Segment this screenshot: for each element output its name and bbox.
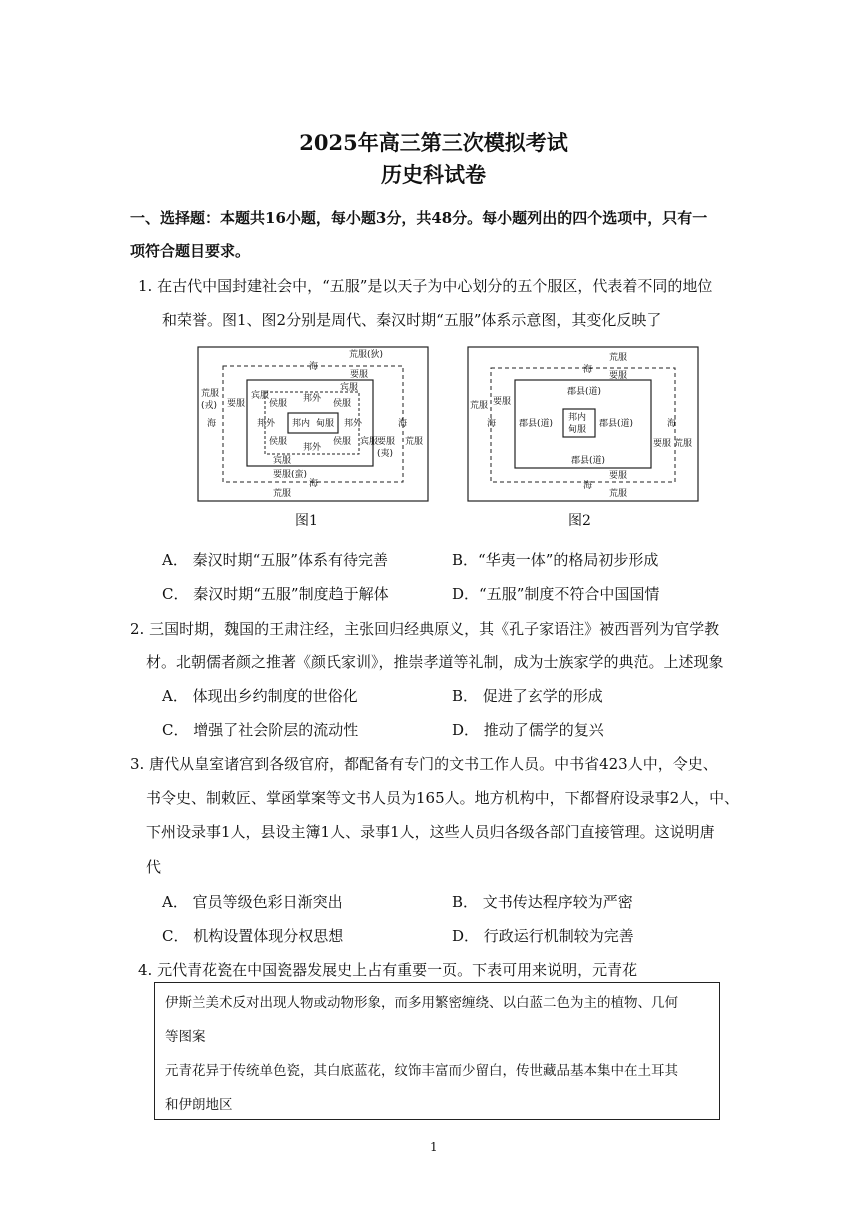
q4-table-row2-line2: 和伊朗地区 — [165, 1097, 233, 1113]
q1-option-c[interactable]: C． 秦汉时期“五服”制度趋于解体 — [162, 585, 389, 603]
fig1-hai-right: 海 — [398, 419, 408, 429]
q3-stem-line4: 代 — [146, 858, 162, 876]
fig2-huangfu-top: 荒服 — [609, 353, 628, 363]
fig2-hai-top: 海 — [583, 365, 593, 375]
fig2-yaofu-right: 要服 — [653, 439, 672, 449]
fig1-bangwai-left: 邦外 — [257, 419, 276, 429]
fig1-binfu-bottom: 宾服 — [273, 456, 292, 466]
fig1-yi: (夷) — [377, 449, 394, 459]
fig2-huangfu-left: 荒服 — [470, 401, 489, 411]
q2-option-d[interactable]: D． 推动了儒学的复兴 — [452, 721, 604, 739]
section-heading-line1: 一、选择题：本题共16小题，每小题3分，共48分。每小题列出的四个选项中，只有一 — [130, 209, 708, 227]
fig2-junxian-top: 郡县(道) — [567, 387, 602, 397]
q4-table-row1-line2: 等图案 — [165, 1029, 206, 1045]
fig1-huangfu-bottom: 荒服 — [273, 489, 292, 499]
fig2-junxian-right: 郡县(道) — [599, 419, 634, 429]
q2-stem-line2: 材。北朝儒者颜之推著《颜氏家训》，推崇孝道等礼制，成为士族家学的典范。上述现象 — [146, 653, 724, 671]
q3-stem-line1: 3. 唐代从皇室诸宫到各级官府，都配备有专门的文书工作人员。中书省423人中，令史、 — [130, 755, 718, 773]
q4-stem-line1: 4. 元代青花瓷在中国瓷器发展史上占有重要一页。下表可用来说明，元青花 — [138, 961, 638, 979]
fig2-junxian-bottom: 郡县(道) — [571, 456, 606, 466]
q3-stem-line3: 下州设录事1人，县设主簿1人、录事1人，这些人员归各级各部门直接管理。这说明唐 — [146, 823, 715, 841]
q2-option-a[interactable]: A． 体现出乡约制度的世俗化 — [162, 687, 358, 705]
fig2-junxian-left: 郡县(道) — [519, 419, 554, 429]
figure-1-caption: 图1 — [295, 513, 318, 529]
exam-subtitle: 历史科试卷 — [381, 162, 486, 187]
fig1-yaofu-left: 要服 — [227, 399, 246, 409]
fig2-hai-bottom: 海 — [583, 481, 593, 491]
fig1-hai-bottom: 海 — [309, 479, 319, 489]
fig2-yaofu-bottom: 要服 — [609, 471, 628, 481]
q2-option-b[interactable]: B． 促进了玄学的形成 — [452, 687, 603, 705]
fig1-huangfu-right: 荒服 — [405, 437, 424, 447]
fig1-yaofu-top: 要服 — [350, 370, 369, 380]
fig2-huangfu-bottom: 荒服 — [609, 489, 628, 499]
q1-stem-line2: 和荣誉。图1、图2分别是周代、秦汉时期“五服”体系示意图，其变化反映了 — [162, 311, 662, 329]
fig1-bangnei: 邦内 — [292, 419, 311, 429]
q2-stem-line1: 2. 三国时期，魏国的王肃注经，主张回归经典原义，其《孔子家语注》被西晋列为官学教 — [130, 620, 720, 638]
fig1-rong: (戎) — [201, 401, 218, 411]
exam-title: 2025年高三第三次模拟考试 — [299, 130, 568, 155]
q3-option-c[interactable]: C． 机构设置体现分权思想 — [162, 927, 344, 945]
fig1-hai-left: 海 — [207, 419, 217, 429]
fig1-houfu-tr: 侯服 — [333, 399, 352, 409]
fig2-yaofu-left: 要服 — [493, 397, 512, 407]
fig1-binfu-right: 宾服 — [360, 437, 379, 447]
fig1-houfu-br: 侯服 — [333, 437, 352, 447]
q3-stem-line2: 书令史、制敕匠、掌函掌案等文书人员为165人。地方机构中，下都督府设录事2人，中、 — [146, 789, 740, 807]
fig2-hai-right: 海 — [667, 419, 677, 429]
q4-material-table — [154, 982, 720, 1120]
figure-1-diagram — [197, 346, 429, 502]
q1-option-a[interactable]: A． 秦汉时期“五服”体系有待完善 — [162, 551, 388, 569]
fig1-huangfu-di: 荒服(狄) — [349, 350, 384, 360]
q3-option-a[interactable]: A． 官员等级色彩日渐突出 — [162, 893, 343, 911]
fig1-dianfu: 甸服 — [316, 419, 335, 429]
fig2-dianfu: 甸服 — [568, 425, 587, 435]
q3-option-d[interactable]: D． 行政运行机制较为完善 — [452, 927, 634, 945]
fig2-bangnei: 邦内 — [568, 413, 587, 423]
q3-option-b[interactable]: B． 文书传达程序较为严密 — [452, 893, 633, 911]
fig1-binfu-top: 宾服 — [340, 383, 359, 393]
fig1-yaofu-right: 要服 — [377, 437, 396, 447]
fig1-huangfu-rong: 荒服 — [201, 389, 220, 399]
fig2-hai-left: 海 — [487, 419, 497, 429]
figure-2-caption: 图2 — [568, 513, 591, 529]
q1-stem-line1: 1. 在古代中国封建社会中，“五服”是以天子为中心划分的五个服区，代表着不同的地位 — [138, 277, 713, 295]
fig1-houfu-tl: 侯服 — [269, 399, 288, 409]
fig1-hai-top: 海 — [309, 362, 319, 372]
q1-option-b[interactable]: B．“华夷一体”的格局初步形成 — [452, 551, 659, 569]
q2-option-c[interactable]: C． 增强了社会阶层的流动性 — [162, 721, 359, 739]
q1-option-d[interactable]: D．“五服”制度不符合中国国情 — [452, 585, 660, 603]
section-heading-line2: 项符合题目要求。 — [130, 242, 251, 260]
q4-table-row2-line1: 元青花异于传统单色瓷，其白底蓝花，纹饰丰富而少留白，传世藏品基本集中在土耳其 — [165, 1063, 678, 1079]
figure-2-diagram — [467, 346, 699, 502]
q4-table-row1-line1: 伊斯兰美术反对出现人物或动物形象，而多用繁密缠绕、以白蓝二色为主的植物、几何 — [165, 995, 678, 1011]
fig1-houfu-bl: 侯服 — [269, 437, 288, 447]
fig1-bangwai-top: 邦外 — [303, 394, 322, 404]
fig1-binfu-left: 宾服 — [251, 391, 270, 401]
fig1-bangwai-bottom: 邦外 — [303, 443, 322, 453]
fig2-huangfu-right: 荒服 — [674, 439, 693, 449]
fig2-yaofu-top: 要服 — [609, 371, 628, 381]
fig1-yaofu-man: 要服(蛮) — [273, 470, 308, 480]
fig1-bangwai-right: 邦外 — [344, 419, 363, 429]
page-number: 1 — [430, 1140, 438, 1154]
